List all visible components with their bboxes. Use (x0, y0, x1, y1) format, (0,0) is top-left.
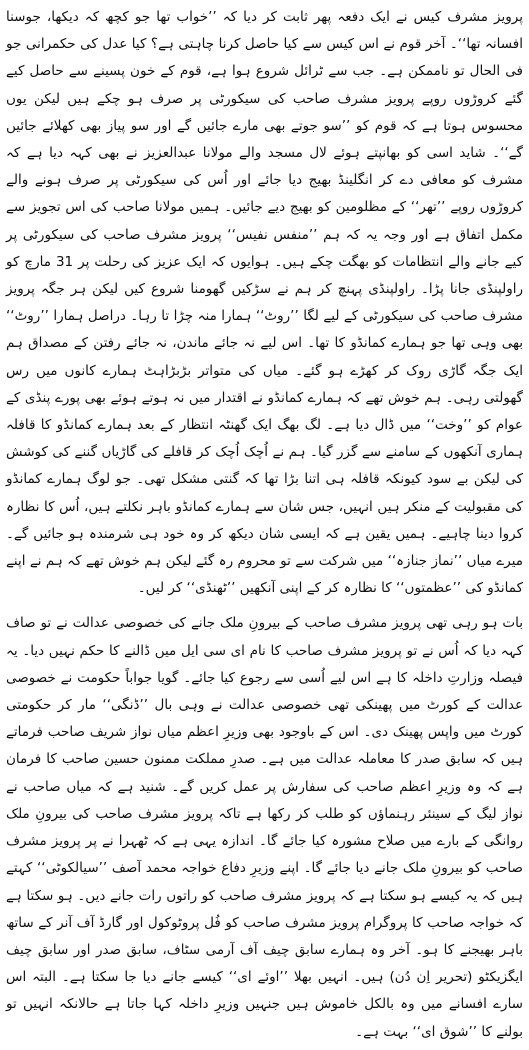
article-paragraph-2: بات ہو رہی تھی پرویز مشرف صاحب کے بیرونِ ملک جانے کی خصوصی عدالت نے تو صاف کہہ دیا کہ اُس نے تو پرویز مشرف صاحب کا نام ای سی ایل میں ڈالنے کا حکم نہیں دیا۔ یہ فیصلہ وزارتِ داخلہ کا ہے اس لیے اُسی سے رجوع کیا جائے۔ گویا جواباً حکومت نے خصوصی عدالت کے کورٹ میں پھینکی تھی خصوصی عدالت نے وہی بال ’’ڈنگی‘‘ مار کر حکومتی کورٹ میں واپس پھینک دی۔ اس کے باوجود بھی وزیرِ اعظم میاں نواز شریف صاحب فرماتے ہیں کہ سابق صدر کا معاملہ عدالت میں ہے۔ صدرِ مملکت ممنون حسین صاحب کا فرمان ہے کہ وہ وزیرِ اعظم صاحب کی سفارش پر عمل کریں گے۔ شنید ہے کہ میاں صاحب نے نواز لیگ کے سینئر رہنماؤں کو طلب کر رکھا ہے تاکہ پرویز مشرف صاحب کی بیرونِ ملک روانگی کے بارے میں صلاح مشورہ کیا جائے گا۔ اندازہ یہی ہے کہ ٹھہرا نے پر پرویز مشرف صاحب کو بیرونِ ملک جانے دیا جائے گا۔ اپنے وزیرِ دفاع خواجہ محمد آصف ’’سیالکوٹی‘‘ کہتے ہیں کہ یہ کیسے ہو سکتا ہے کہ پرویز مشرف صاحب کو راتوں رات جانے دیں۔ ہو سکتا ہے کہ خواجہ صاحب کا پروگرام پرویز مشرف صاحب کو فُل پروٹوکول اور گارڈ آف آنر کے ساتھ باہر بھیجنے کا ہو۔ آخر وہ ہمارے سابق چیف آف آرمی سٹاف، سابق صدر اور سابق چیف ایگزیکٹو (تحریر اِن دُن) ہیں۔ انہیں بھلا ’’اوئے ای‘‘ کیسے جانے دیا جا سکتا ہے۔ البتہ اس سارے افسانے میں وہ بالکل خاموش ہیں جنہیں وزیرِ داخلہ کہا جاتا ہے حالانکہ انہیں تو بولنے کا ’’شوق ای‘‘ بہت ہے۔ (6, 615, 523, 1040)
article-paragraph-1: پرویز مشرف کیس نے ایک دفعہ پھر ثابت کر دیا کہ ’’خواب تھا جو کچھ کہ دیکھا، جوسنا افسانہ تھا‘‘۔ آخر قوم نے اس کیس سے کیا حاصل کرنا چاہتی ہے؟ کیا عدل کی حکمرانی جو فی الحال تو ناممکن ہے۔ جب سے ٹرائل شروع ہوا ہے، قوم کے خون پسینے سے حاصل کیے گئے کروڑوں روپے پرویز مشرف صاحب کی سیکورٹی پر صرف ہو چکے ہیں لیکن یوں محسوس ہوتا ہے کہ قوم کو ’’سو جوتے بھی مارے جائیں گے اور سو پیاز بھی کھلائے جائیں گے‘‘۔ شاید اسی کو بھانپتے ہوئے لال مسجد والے مولانا عبدالعزیز نے بھی کہہ دیا ہے کہ مشرف کو معافی دے کر انگلینڈ بھیج دیا جائے اور اُس کی سیکورٹی پر صرف ہونے والے کروڑوں روپے ’’تھر‘‘ کے مظلومین کو بھیج دیے جائیں۔ ہمیں مولانا صاحب کی اس تجویز سے مکمل اتفاق ہے اور وجہ یہ کہ ہم ’’منفس نفیس‘‘ پرویز مشرف صاحب کی سیکورٹی پر کیے جانے والے انتظامات کو بھگت چکے ہیں۔ ہوایوں کہ ایک عزیز کی رحلت پر 31 مارچ کو راولپنڈی جانا پڑا۔ راولپنڈی پہنچ کر ہم نے سڑکیں گھومنا شروع کیں لیکن ہر جگہ پرویز مشرف صاحب کی سیکورٹی کے لیے لگا ’’روٹ‘‘ ہمارا منہ چڑا تا رہا۔ دراصل ہمارا ’’روٹ‘‘ بھی وہی تھا جو ہمارے کمانڈو کا تھا۔ اس لیے نہ جائے ماندن، نہ جائے رفتن کے مصداق ہم ایک جگہ گاڑی روک کر کھڑے ہو گئے۔ میاں کی متواتر بڑبڑاہٹ ہمارے کانوں میں رس گھولتی رہی۔ ہم خوش تھے کہ ہمارے کمانڈو نے اقتدار میں نہ ہوتے ہوئے بھی پورے پنڈی کے عوام کو ’’وخت‘‘ میں ڈال دیا ہے۔ لگ بھگ ایک گھنٹہ انتظار کے بعد ہمارے کمانڈو کا قافلہ ہماری آنکھوں کے سامنے سے گزر گیا۔ ہم نے اُچک اُچک کر قافلے کی گاڑیاں گننے کی کوشش کی لیکن بے سود کیونکہ قافلہ ہی اتنا بڑا تھا کہ گنتی مشکل تھی۔ جو لوگ ہمارے کمانڈو کی مقبولیت کے منکر ہیں انہیں، جس شان سے ہمارے کمانڈو باہر نکلتے ہیں، اُس کا نظارہ کروا دینا چاہیے۔ ہمیں یقین ہے کہ ایسی شان دیکھ کر وہ خود ہی شرمندہ ہو جائیں گے۔ میرے میاں ’’نماز جنازہ‘‘ میں شرکت سے تو محروم رہ گئے لیکن ہم خوش تھے کہ ہم نے اپنے کمانڈو کی ’’عظمتوں‘‘ کا نظارہ کر کے اپنی آنکھیں ’’ٹھنڈی‘‘ کر لیں۔ (6, 9, 524, 597)
